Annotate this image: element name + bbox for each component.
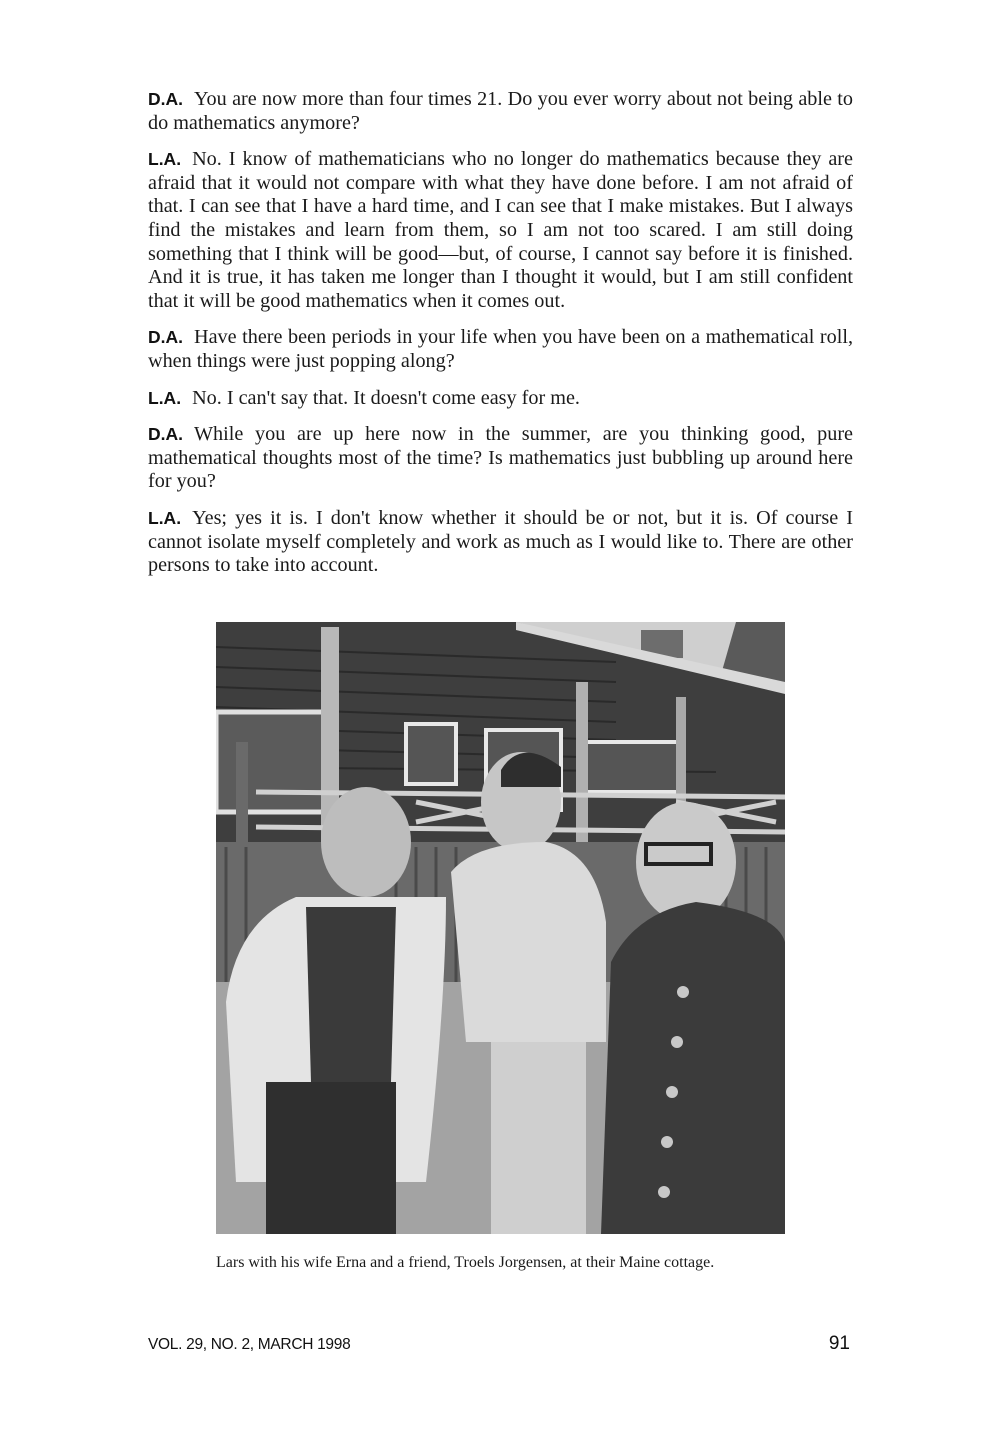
interview-paragraph — [148, 387, 853, 411]
interview-paragraph — [148, 507, 853, 578]
interview-paragraph — [148, 423, 853, 494]
interview-paragraph — [148, 148, 853, 313]
interview-text — [148, 88, 853, 591]
photo-caption: Lars with his wife Erna and a friend, Troels Jorgensen, at their Maine cottage. — [216, 1254, 715, 1271]
speaker-label: D.A. — [148, 424, 183, 445]
speaker-label: L.A. — [148, 387, 182, 408]
paragraph-text: While you are up here now in the summer, are you thinking good, pure mathematical thoughts most of the time? Is mathematics just bubbling up around here for you? — [148, 423, 853, 493]
paragraph-text: No. I can't say that. It doesn't come easy for me. — [192, 386, 580, 409]
speaker-label: D.A. — [148, 327, 183, 348]
speaker-label: L.A. — [148, 507, 182, 528]
page-number: 91 — [828, 1333, 850, 1354]
paragraph-text: Have there been periods in your life when you have been on a mathematical roll, when things were just popping along? — [148, 326, 853, 372]
interview-paragraph — [148, 88, 853, 135]
speaker-label: L.A. — [148, 149, 182, 170]
photo-illustration — [216, 622, 785, 1234]
speaker-label: D.A. — [148, 89, 183, 109]
paragraph-text: You are now more than four times 21. Do you ever worry about not being able to do mathematics anymore? — [148, 88, 853, 134]
interview-paragraph — [148, 326, 853, 373]
journal-issue: VOL. 29, NO. 2, MARCH 1998 — [148, 1336, 351, 1353]
cottage-photograph — [216, 622, 785, 1234]
paragraph-text: No. I know of mathematicians who no longer do mathematics because they are afraid that it would not compare with what they have done before. I am not afraid of that. I can see that I have a hard time, and I can see that I make mistakes. But I always find the mistakes and learn from them, so I am not too scared. I am still doing something that I think will be good—but, of course, I cannot say before it is finished. And it is true, it has taken me longer than I thought it would, but I am still confident that it will be good mathematics when it comes out. — [148, 148, 853, 312]
paragraph-text: Yes; yes it is. I don't know whether it should be or not, but it is. Of course I cannot isolate myself completely and work as much as I would like to. There are other persons to take into account. — [148, 506, 853, 577]
window — [586, 742, 681, 792]
window — [406, 724, 456, 784]
window — [216, 712, 326, 812]
